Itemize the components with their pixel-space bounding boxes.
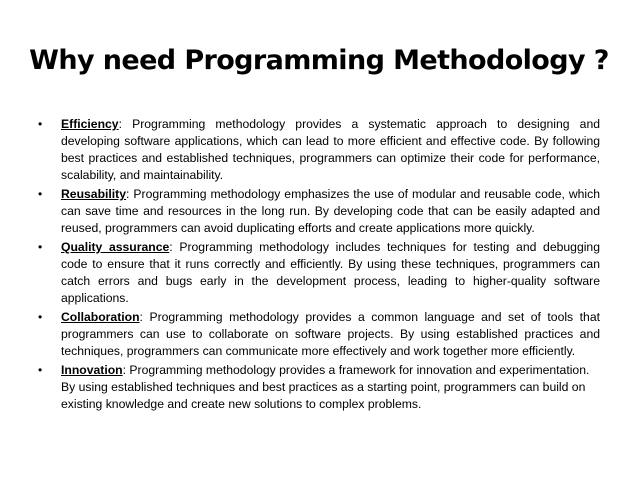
slide-title: Why need Programming Methodology ? — [29, 45, 609, 76]
bullet-item-efficiency — [38, 116, 600, 184]
bullet-dot-icon: • — [38, 240, 43, 254]
bullet-item-reusability — [38, 186, 600, 237]
bullet-text: : Programming methodology provides a common language and set of tools that programmers can use to collaborate on software projects. By using established practices and techniques, programmers can communicate more effectively and work together more efficiently. — [61, 310, 600, 358]
bullet-item-collaboration — [38, 309, 600, 360]
bullet-term: Collaboration — [61, 310, 140, 324]
bullet-item-quality-assurance — [38, 239, 600, 307]
bullet-dot-icon: • — [38, 117, 43, 131]
bullet-list — [38, 116, 600, 415]
bullet-term: Efficiency — [61, 117, 119, 131]
bullet-dot-icon: • — [38, 363, 43, 377]
bullet-text: : Programming methodology includes techniques for testing and debugging code to ensure that it runs correctly and efficiently. By using these techniques, programmers can catch errors and bugs early in the development process, leading to higher-quality software applications. — [61, 240, 600, 305]
bullet-text: : Programming methodology provides a systematic approach to designing and developing software applications, which can lead to more efficient and effective code. By following best practices and established techniques, programmers can optimize their code for performance, scalability, and maintainability. — [61, 117, 600, 182]
bullet-text: : Programming methodology emphasizes the use of modular and reusable code, which can save time and resources in the long run. By developing code that can be easily adapted and reused, programmers can avoid duplicating efforts and create applications more quickly. — [61, 187, 600, 235]
bullet-term: Quality assurance — [61, 240, 170, 254]
bullet-term: Innovation — [61, 363, 123, 377]
bullet-term: Reusability — [61, 187, 127, 201]
bullet-item-innovation — [38, 362, 600, 413]
bullet-dot-icon: • — [38, 310, 43, 324]
bullet-text: : Programming methodology provides a framework for innovation and experimentation. By using established techniques and best practices as a starting point, programmers can build on existing knowledge and create new solutions to complex problems. — [61, 363, 590, 411]
bullet-dot-icon: • — [38, 187, 43, 201]
